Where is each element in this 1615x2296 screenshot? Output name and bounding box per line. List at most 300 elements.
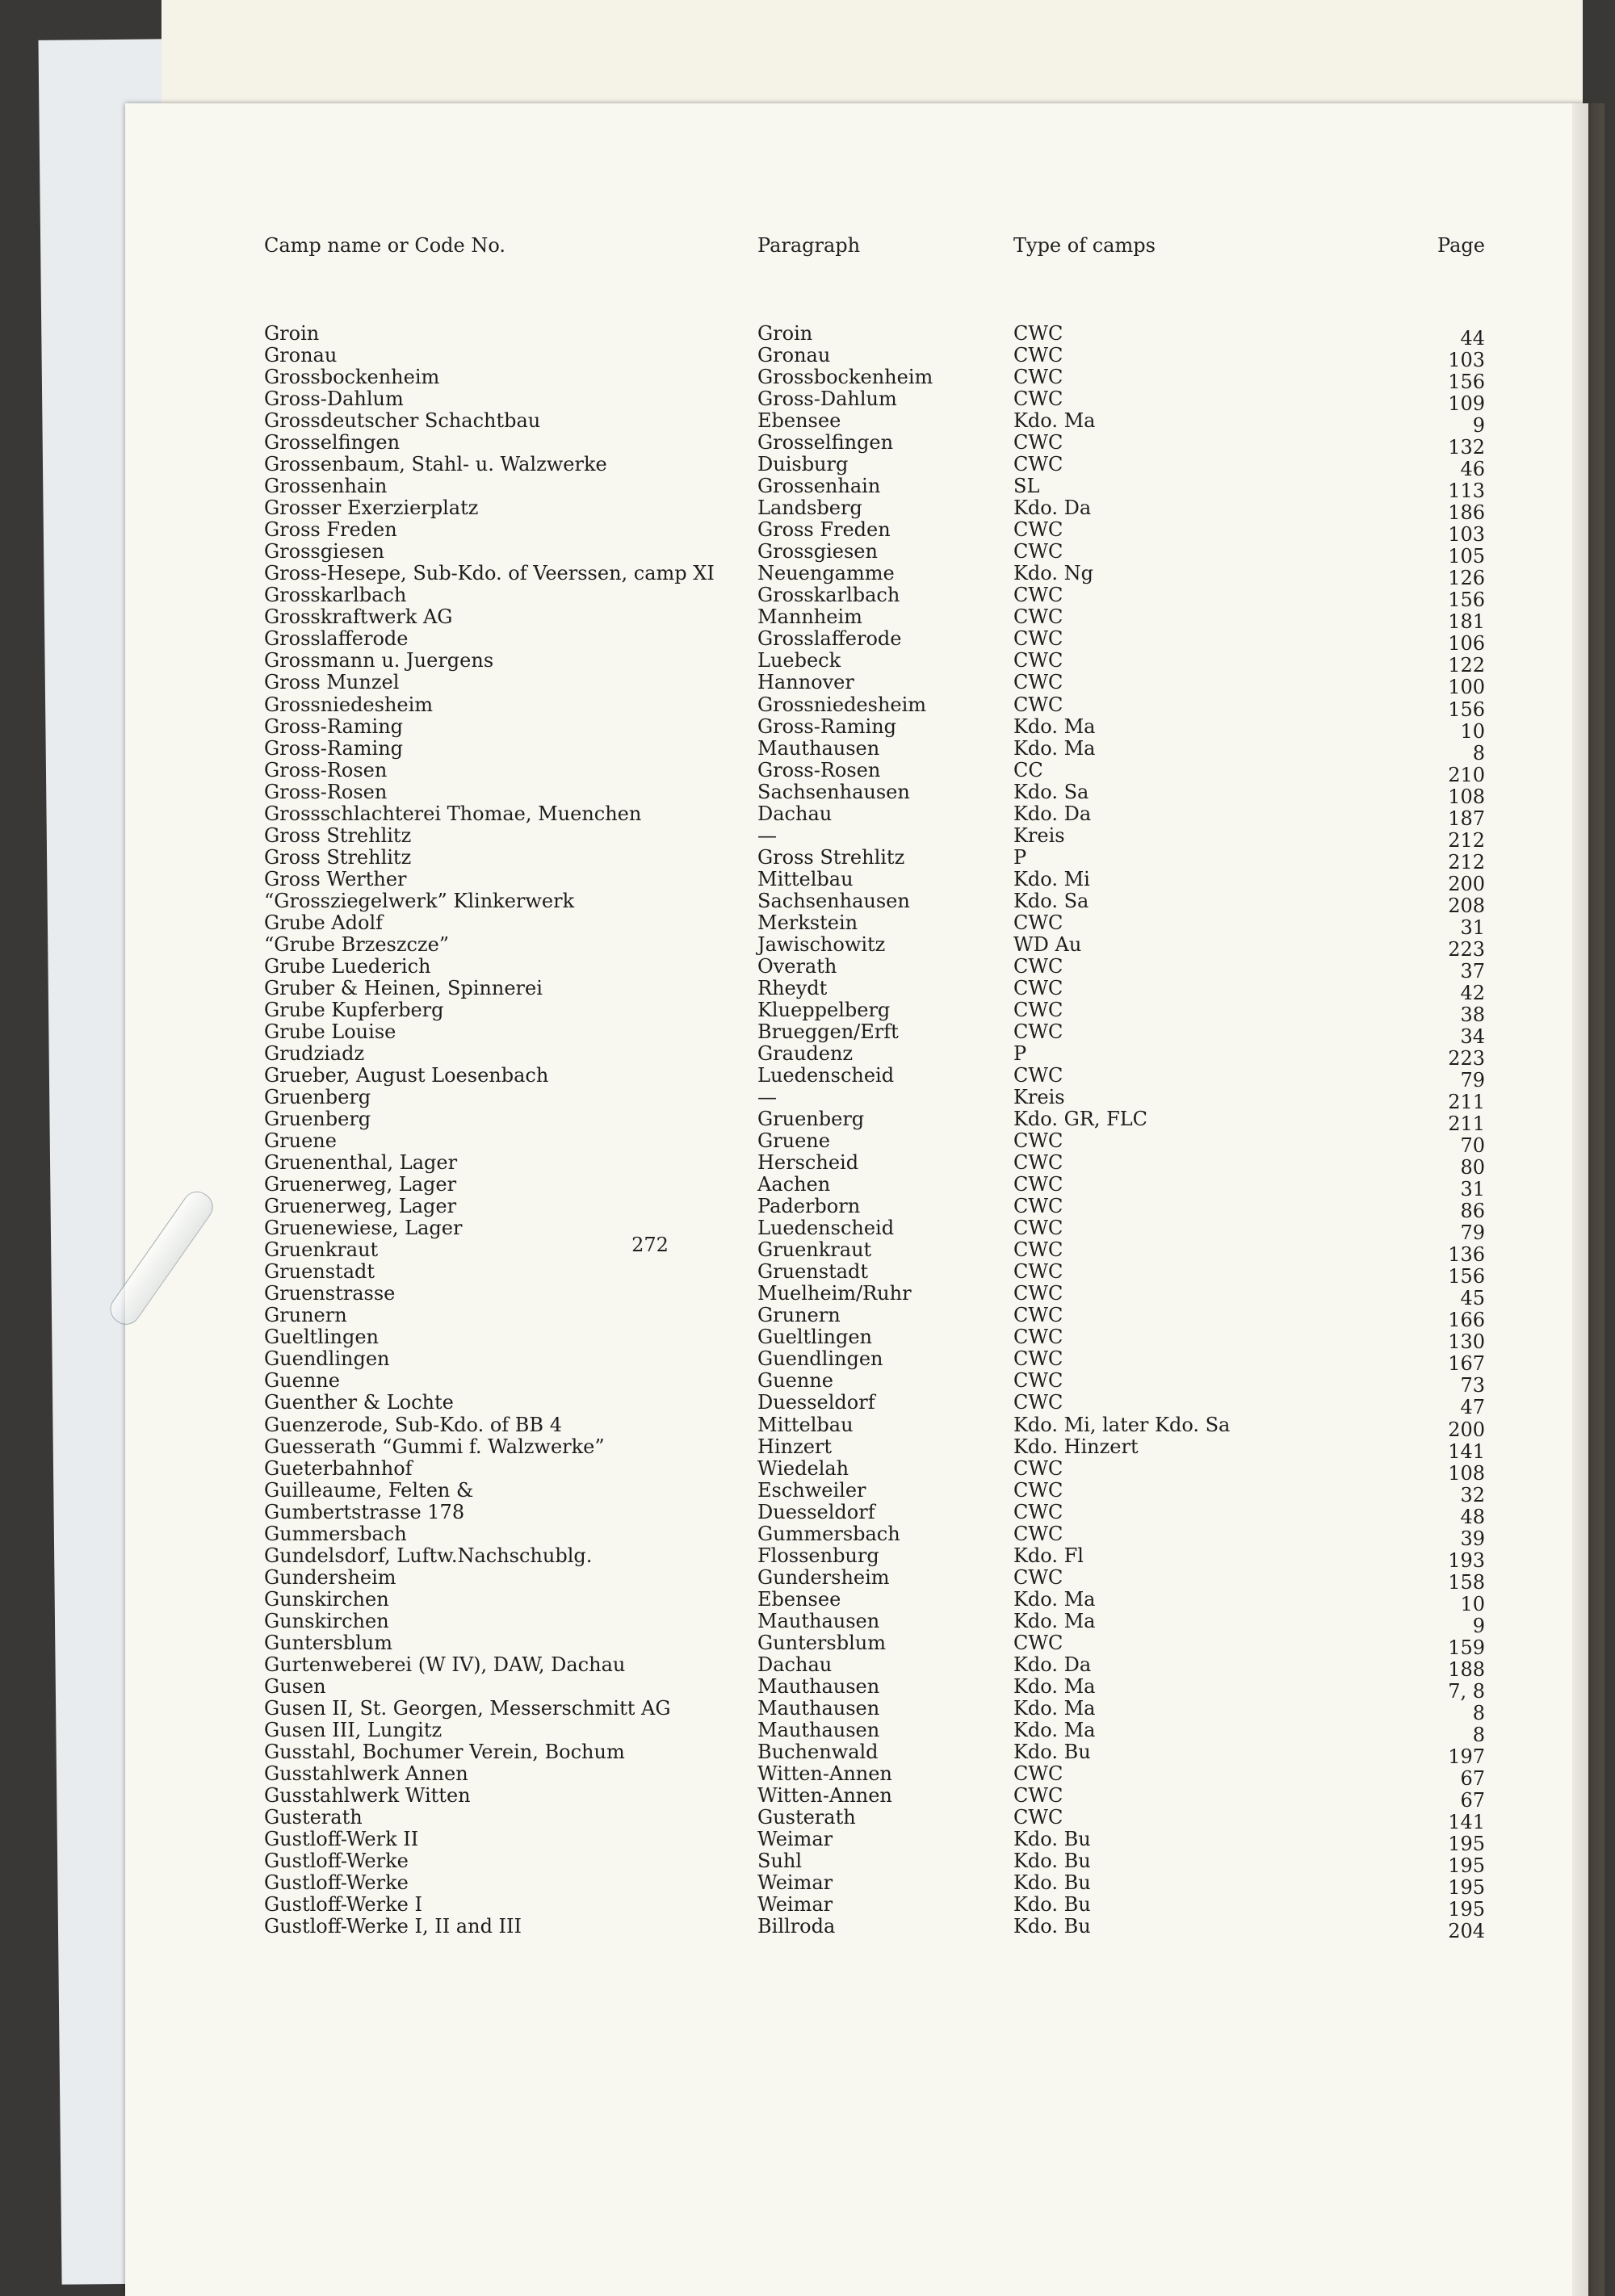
camp-type-cell: Kdo. Ma xyxy=(1013,714,1096,738)
camp-type-cell: CWC xyxy=(1013,693,1063,716)
camp-type-cell: Kdo. Bu xyxy=(1013,1828,1091,1851)
paragraph-cell: Gross-Dahlum xyxy=(757,388,897,411)
paragraph-cell: Groin xyxy=(757,322,813,345)
camp-type-cell: Kdo. Mi, later Kdo. Sa xyxy=(1013,1413,1231,1436)
table-row xyxy=(125,562,1588,590)
table-row xyxy=(125,1260,1588,1288)
page-cell: 100 xyxy=(1448,676,1485,699)
table-row xyxy=(125,1893,1588,1921)
page-cell: 130 xyxy=(1448,1330,1485,1354)
camp-name-cell: Grosser Exerzierplatz xyxy=(264,496,479,520)
camp-type-cell: CWC xyxy=(1013,1806,1063,1829)
camp-name-cell: Grossschlachterei Thomae, Muenchen xyxy=(264,802,642,825)
table-row xyxy=(125,584,1588,612)
page-cell: 141 xyxy=(1448,1439,1485,1463)
camp-name-cell: Gusen xyxy=(264,1674,326,1698)
paragraph-cell: Gronau xyxy=(757,344,831,367)
page-cell: 200 xyxy=(1448,872,1485,895)
table-row xyxy=(125,1740,1588,1768)
paragraph-cell: Gruenberg xyxy=(757,1108,865,1131)
table-row xyxy=(125,1653,1588,1681)
camp-name-cell: Gusen II, St. Georgen, Messerschmitt AG xyxy=(264,1696,671,1720)
page-cell: 47 xyxy=(1460,1396,1485,1419)
paragraph-cell: Duisburg xyxy=(757,453,849,476)
camp-type-cell: WD Au xyxy=(1013,932,1082,956)
camp-type-cell: CWC xyxy=(1013,1369,1063,1393)
camp-name-cell: Gruber & Heinen, Spinnerei xyxy=(264,976,543,999)
page-cell: 113 xyxy=(1448,480,1485,503)
table-row xyxy=(125,1478,1588,1506)
camp-name-cell: Gumbertstrasse 178 xyxy=(264,1500,465,1523)
page-cell: 108 xyxy=(1448,1461,1485,1485)
paragraph-cell: Mittelbau xyxy=(757,1413,854,1436)
table-row xyxy=(125,322,1588,350)
page-cell: 46 xyxy=(1460,458,1485,481)
camp-type-cell: CWC xyxy=(1013,1478,1063,1502)
camp-name-cell: Gronau xyxy=(264,344,338,367)
table-row xyxy=(125,1108,1588,1136)
page-cell: 195 xyxy=(1448,1854,1485,1878)
table-row xyxy=(125,1195,1588,1223)
table-row xyxy=(125,976,1588,1004)
camp-type-cell: Kdo. Ma xyxy=(1013,1696,1096,1720)
camp-type-cell: CWC xyxy=(1013,518,1063,542)
page-cell: 67 xyxy=(1460,1766,1485,1790)
camp-type-cell: CWC xyxy=(1013,1151,1063,1175)
table-row xyxy=(125,1020,1588,1048)
camp-name-cell: Gustloff-Werke I, II and III xyxy=(264,1915,522,1938)
paragraph-cell: Gross Freden xyxy=(757,518,891,542)
page-cell: 103 xyxy=(1448,349,1485,372)
camp-name-cell: Gruenerweg, Lager xyxy=(264,1173,457,1196)
camp-name-cell: Gusstahl, Bochumer Verein, Bochum xyxy=(264,1740,625,1763)
table-row xyxy=(125,1304,1588,1332)
paragraph-cell: Duesseldorf xyxy=(757,1391,875,1414)
page-cell: 181 xyxy=(1448,610,1485,634)
camp-name-cell: Grosslafferode xyxy=(264,627,409,651)
camp-type-cell: Kdo. Bu xyxy=(1013,1893,1091,1917)
table-row xyxy=(125,998,1588,1026)
page-cell: 80 xyxy=(1460,1156,1485,1179)
paragraph-cell: Weimar xyxy=(757,1828,833,1851)
page-cell: 8 xyxy=(1472,1723,1485,1746)
camp-name-cell: Gueterbahnhof xyxy=(264,1456,413,1480)
paragraph-cell: Gruene xyxy=(757,1129,830,1153)
paragraph-cell: Mittelbau xyxy=(757,867,854,890)
camp-type-cell: CWC xyxy=(1013,911,1063,934)
camp-name-cell: Grossbockenheim xyxy=(264,366,440,389)
camp-type-cell: CWC xyxy=(1013,584,1063,607)
paragraph-cell: Grosselfingen xyxy=(757,431,894,455)
camp-type-cell: CWC xyxy=(1013,322,1063,345)
camp-type-cell: Kdo. Da xyxy=(1013,496,1092,520)
paragraph-cell: Mannheim xyxy=(757,605,862,629)
page-cell: 195 xyxy=(1448,1876,1485,1900)
table-row xyxy=(125,1064,1588,1092)
page-cell: 39 xyxy=(1460,1527,1485,1550)
camp-name-cell: Gross Strehlitz xyxy=(264,845,412,869)
paragraph-cell: Mauthausen xyxy=(757,736,880,760)
camp-type-cell: CWC xyxy=(1013,1456,1063,1480)
camp-type-cell: CWC xyxy=(1013,1500,1063,1523)
page-cell: 197 xyxy=(1448,1745,1485,1768)
camp-name-cell: Grunern xyxy=(264,1304,347,1327)
page-cell: 166 xyxy=(1448,1309,1485,1332)
paragraph-cell: Gross-Raming xyxy=(757,714,897,738)
camp-name-cell: Gusterath xyxy=(264,1806,363,1829)
camp-name-cell: Guenther & Lochte xyxy=(264,1391,454,1414)
paragraph-cell: Suhl xyxy=(757,1850,803,1873)
table-row xyxy=(125,1282,1588,1310)
camp-type-cell: CWC xyxy=(1013,1762,1063,1785)
camp-type-cell: CWC xyxy=(1013,605,1063,629)
page-cell: 132 xyxy=(1448,436,1485,459)
table-row xyxy=(125,671,1588,699)
camp-name-cell: Grossdeutscher Schachtbau xyxy=(264,409,541,433)
paragraph-cell: Neuengamme xyxy=(757,562,895,585)
camp-type-cell: CWC xyxy=(1013,1217,1063,1240)
camp-type-cell: Kdo. Fl xyxy=(1013,1544,1084,1567)
camp-type-cell: Kdo. Ma xyxy=(1013,1718,1096,1741)
paragraph-cell: Brueggen/Erft xyxy=(757,1020,899,1043)
camp-type-cell: P xyxy=(1013,1041,1027,1065)
table-row xyxy=(125,1674,1588,1703)
camp-type-cell: CWC xyxy=(1013,1326,1063,1349)
camp-name-cell: Grube Louise xyxy=(264,1020,396,1043)
table-row xyxy=(125,780,1588,808)
table-row xyxy=(125,911,1588,939)
table-row xyxy=(125,1500,1588,1528)
table-row xyxy=(125,1151,1588,1179)
paragraph-cell: Guenne xyxy=(757,1369,833,1393)
paragraph-cell: Weimar xyxy=(757,1893,833,1917)
camp-name-cell: Gundelsdorf, Luftw.Nachschublg. xyxy=(264,1544,593,1567)
paragraph-cell: Grossenhain xyxy=(757,475,881,498)
camp-type-cell: CWC xyxy=(1013,627,1063,651)
table-row xyxy=(125,693,1588,721)
table-row xyxy=(125,1631,1588,1659)
paragraph-cell: Wiedelah xyxy=(757,1456,849,1480)
table-row xyxy=(125,409,1588,438)
document-page xyxy=(125,103,1588,2296)
paragraph-cell: Gross-Rosen xyxy=(757,758,881,781)
camp-type-cell: Kdo. GR, FLC xyxy=(1013,1108,1148,1131)
camp-name-cell: Gross Werther xyxy=(264,867,407,890)
page-cell: 70 xyxy=(1460,1134,1485,1158)
paragraph-cell: Billroda xyxy=(757,1915,836,1938)
header-paragraph: Paragraph xyxy=(757,234,861,257)
table-row xyxy=(125,1522,1588,1550)
table-row xyxy=(125,475,1588,503)
camp-type-cell: Kdo. Ma xyxy=(1013,1587,1096,1611)
camp-name-cell: Grueber, August Loesenbach xyxy=(264,1064,549,1087)
camp-name-cell: Gruenstrasse xyxy=(264,1282,396,1305)
camp-type-cell: CWC xyxy=(1013,453,1063,476)
page-cell: 156 xyxy=(1448,371,1485,394)
table-row xyxy=(125,867,1588,895)
paragraph-cell: Luebeck xyxy=(757,649,841,672)
camp-type-cell: Kdo. Ma xyxy=(1013,1674,1096,1698)
paragraph-cell: Duesseldorf xyxy=(757,1500,875,1523)
camp-name-cell: Gusstahlwerk Annen xyxy=(264,1762,468,1785)
table-row xyxy=(125,1129,1588,1158)
camp-name-cell: Gruenstadt xyxy=(264,1260,375,1284)
page-cell: 200 xyxy=(1448,1418,1485,1441)
camp-name-cell: Gusstahlwerk Witten xyxy=(264,1784,471,1807)
paragraph-cell: Paderborn xyxy=(757,1195,861,1218)
page-cell: 109 xyxy=(1448,392,1485,416)
page-cell: 31 xyxy=(1460,1178,1485,1201)
page-cell: 8 xyxy=(1472,1701,1485,1724)
paragraph-cell: Mauthausen xyxy=(757,1609,880,1632)
paragraph-cell: Klueppelberg xyxy=(757,998,891,1021)
camp-name-cell: Gruenewiese, Lager xyxy=(264,1217,463,1240)
camp-name-cell: Grosskarlbach xyxy=(264,584,407,607)
paragraph-cell: Ebensee xyxy=(757,1587,841,1611)
table-row xyxy=(125,845,1588,874)
paragraph-cell: Eschweiler xyxy=(757,1478,866,1502)
table-row xyxy=(125,1041,1588,1070)
camp-name-cell: Grube Kupferberg xyxy=(264,998,444,1021)
table-row xyxy=(125,605,1588,634)
page-cell: 122 xyxy=(1448,654,1485,677)
paragraph-cell: Gummersbach xyxy=(757,1522,900,1545)
table-row xyxy=(125,453,1588,481)
page-cell: 159 xyxy=(1448,1636,1485,1659)
paragraph-cell: Weimar xyxy=(757,1871,833,1895)
camp-name-cell: Gustloff-Werke xyxy=(264,1850,409,1873)
camp-name-cell: Guenne xyxy=(264,1369,340,1393)
paragraph-cell: Grunern xyxy=(757,1304,841,1327)
paragraph-cell: Dachau xyxy=(757,1653,833,1676)
page-cell: 37 xyxy=(1460,959,1485,983)
paragraph-cell: Graudenz xyxy=(757,1041,854,1065)
camp-type-cell: Kdo. Ma xyxy=(1013,736,1096,760)
camp-type-cell: CWC xyxy=(1013,1129,1063,1153)
camp-type-cell: CWC xyxy=(1013,998,1063,1021)
paragraph-cell: Overath xyxy=(757,954,837,978)
camp-type-cell: CWC xyxy=(1013,1173,1063,1196)
camp-name-cell: Grossenbaum, Stahl- u. Walzwerke xyxy=(264,453,607,476)
camp-type-cell: Kdo. Da xyxy=(1013,1653,1092,1676)
table-row xyxy=(125,1762,1588,1790)
camp-name-cell: Guendlingen xyxy=(264,1347,390,1371)
paragraph-cell: Hannover xyxy=(757,671,854,694)
paragraph-cell: Hinzert xyxy=(757,1435,833,1458)
camp-type-cell: CWC xyxy=(1013,540,1063,564)
page-cell: 34 xyxy=(1460,1024,1485,1048)
camp-type-cell: Kdo. Bu xyxy=(1013,1871,1091,1895)
paragraph-cell: Grossbockenheim xyxy=(757,366,933,389)
page-cell: 156 xyxy=(1448,589,1485,612)
camp-name-cell: Grube Luederich xyxy=(264,954,431,978)
camp-name-cell: Grossgiesen xyxy=(264,540,384,564)
paragraph-cell: Grossniedesheim xyxy=(757,693,927,716)
paragraph-cell: Gusterath xyxy=(757,1806,856,1829)
page-cell: 9 xyxy=(1472,1614,1485,1637)
table-row xyxy=(125,1413,1588,1441)
camp-type-cell: Kdo. Sa xyxy=(1013,780,1089,803)
page-cell: 103 xyxy=(1448,523,1485,547)
table-row xyxy=(125,431,1588,459)
paragraph-cell: Merkstein xyxy=(757,911,858,934)
paragraph-cell: Buchenwald xyxy=(757,1740,879,1763)
camp-name-cell: Gruene xyxy=(264,1129,337,1153)
camp-name-cell: Gross-Hesepe, Sub-Kdo. of Veerssen, camp XI xyxy=(264,562,715,585)
table-row xyxy=(125,1456,1588,1485)
camp-name-cell: Gross Munzel xyxy=(264,671,400,694)
page-cell: 31 xyxy=(1460,915,1485,939)
camp-name-cell: Gruenerweg, Lager xyxy=(264,1195,457,1218)
table-row xyxy=(125,1828,1588,1856)
paragraph-cell: Ebensee xyxy=(757,409,841,433)
camp-type-cell: Kdo. Ma xyxy=(1013,1609,1096,1632)
camp-name-cell: Gurtenweberei (W IV), DAW, Dachau xyxy=(264,1653,626,1676)
page-cell: 141 xyxy=(1448,1811,1485,1834)
camp-type-cell: CWC xyxy=(1013,1347,1063,1371)
camp-name-cell: Gustloff-Werke xyxy=(264,1871,409,1895)
table-row xyxy=(125,1435,1588,1463)
table-row xyxy=(125,889,1588,917)
page-cell: 223 xyxy=(1448,937,1485,961)
page-cell: 79 xyxy=(1460,1069,1485,1092)
table-row xyxy=(125,1871,1588,1900)
camp-name-cell: Grossmann u. Juergens xyxy=(264,649,494,672)
camp-type-cell: CWC xyxy=(1013,671,1063,694)
paragraph-cell: Gruenstadt xyxy=(757,1260,869,1284)
table-row xyxy=(125,496,1588,525)
camp-name-cell: Gross-Raming xyxy=(264,714,404,738)
table-row xyxy=(125,1369,1588,1397)
page-cell: 195 xyxy=(1448,1833,1485,1856)
paragraph-cell: Gross Strehlitz xyxy=(757,845,905,869)
camp-name-cell: Gundersheim xyxy=(264,1565,396,1589)
camp-type-cell: CWC xyxy=(1013,1522,1063,1545)
camp-type-cell: CWC xyxy=(1013,388,1063,411)
camp-type-cell: CWC xyxy=(1013,1784,1063,1807)
page-cell: 212 xyxy=(1448,828,1485,852)
table-row xyxy=(125,627,1588,656)
paragraph-cell: Gueltlingen xyxy=(757,1326,872,1349)
table-row xyxy=(125,1086,1588,1114)
paragraph-cell: Guendlingen xyxy=(757,1347,883,1371)
camp-name-cell: Gummersbach xyxy=(264,1522,407,1545)
camp-name-cell: Gunskirchen xyxy=(264,1609,389,1632)
camp-type-cell: CWC xyxy=(1013,366,1063,389)
paragraph-cell: Witten-Annen xyxy=(757,1762,892,1785)
camp-name-cell: Guilleaume, Felten & xyxy=(264,1478,474,1502)
paragraph-cell: Jawischowitz xyxy=(757,932,886,956)
camp-name-cell: Gross-Rosen xyxy=(264,780,388,803)
camp-name-cell: Grosskraftwerk AG xyxy=(264,605,453,629)
page-cell: 105 xyxy=(1448,545,1485,568)
camp-type-cell: Kdo. Bu xyxy=(1013,1740,1091,1763)
camp-name-cell: Grosselfingen xyxy=(264,431,401,455)
table-row xyxy=(125,1806,1588,1834)
paragraph-cell: Witten-Annen xyxy=(757,1784,892,1807)
camp-type-cell: Kreis xyxy=(1013,1086,1065,1109)
camp-type-cell: CWC xyxy=(1013,1238,1063,1262)
page-cell: 156 xyxy=(1448,698,1485,721)
camp-type-cell: Kdo. Ng xyxy=(1013,562,1093,585)
paragraph-cell: Grossgiesen xyxy=(757,540,878,564)
camp-name-cell: Gross-Dahlum xyxy=(264,388,404,411)
table-row xyxy=(125,736,1588,765)
table-row xyxy=(125,1565,1588,1594)
camp-type-cell: CWC xyxy=(1013,1260,1063,1284)
table-row xyxy=(125,344,1588,372)
page-cell: 42 xyxy=(1460,981,1485,1004)
camp-type-cell: P xyxy=(1013,845,1027,869)
camp-name-cell: Gross Strehlitz xyxy=(264,823,412,847)
camp-type-cell: CWC xyxy=(1013,954,1063,978)
page-number: 272 xyxy=(631,1234,669,1256)
page-cell: 188 xyxy=(1448,1657,1485,1681)
camp-type-cell: Kdo. Hinzert xyxy=(1013,1435,1139,1458)
table-row xyxy=(125,1609,1588,1637)
header-page: Page xyxy=(1437,234,1485,257)
page-cell: 126 xyxy=(1448,567,1485,590)
camp-name-cell: Guesserath “Gummi f. Walzwerke” xyxy=(264,1435,605,1458)
table-row xyxy=(125,1915,1588,1943)
paragraph-cell: Dachau xyxy=(757,802,833,825)
page-cell: 48 xyxy=(1460,1505,1485,1528)
table-row xyxy=(125,1718,1588,1746)
camp-type-cell: CWC xyxy=(1013,1195,1063,1218)
table-row xyxy=(125,1544,1588,1572)
table-row xyxy=(125,714,1588,743)
camp-name-cell: Gruenberg xyxy=(264,1108,371,1131)
page-cell: 44 xyxy=(1460,327,1485,350)
table-row xyxy=(125,823,1588,852)
camp-name-cell: Grube Adolf xyxy=(264,911,383,934)
table-row xyxy=(125,758,1588,786)
paragraph-cell: Gundersheim xyxy=(757,1565,890,1589)
camp-name-cell: Gross-Raming xyxy=(264,736,404,760)
camp-type-cell: CWC xyxy=(1013,976,1063,999)
page-cell: 106 xyxy=(1448,632,1485,656)
page-cell: 9 xyxy=(1472,414,1485,438)
page-cell: 10 xyxy=(1460,719,1485,743)
page-cell: 187 xyxy=(1448,807,1485,830)
page-cell: 210 xyxy=(1448,763,1485,786)
header-camp-name: Camp name or Code No. xyxy=(264,234,505,257)
camp-name-cell: Guntersblum xyxy=(264,1631,392,1654)
page-cell: 32 xyxy=(1460,1483,1485,1506)
table-row xyxy=(125,1784,1588,1812)
camp-name-cell: Grudziadz xyxy=(264,1041,365,1065)
table-row xyxy=(125,649,1588,677)
camp-type-cell: CWC xyxy=(1013,1304,1063,1327)
camp-name-cell: “Grossziegelwerk” Klinkerwerk xyxy=(264,889,575,912)
paragraph-cell: Aachen xyxy=(757,1173,831,1196)
page-cell: 186 xyxy=(1448,501,1485,525)
camp-name-cell: Gross Freden xyxy=(264,518,397,542)
page-cell: 79 xyxy=(1460,1221,1485,1245)
paragraph-cell: Muelheim/Ruhr xyxy=(757,1282,912,1305)
paragraph-cell: Mauthausen xyxy=(757,1696,880,1720)
table-row xyxy=(125,1391,1588,1419)
camp-name-cell: Gruenberg xyxy=(264,1086,371,1109)
paragraph-cell: Flossenburg xyxy=(757,1544,879,1567)
paragraph-cell: Grosslafferode xyxy=(757,627,902,651)
paragraph-cell: Grosskarlbach xyxy=(757,584,900,607)
camp-type-cell: SL xyxy=(1013,475,1040,498)
camp-type-cell: CWC xyxy=(1013,1282,1063,1305)
page-cell: 73 xyxy=(1460,1374,1485,1397)
page-cell: 10 xyxy=(1460,1592,1485,1615)
camp-type-cell: Kdo. Sa xyxy=(1013,889,1089,912)
